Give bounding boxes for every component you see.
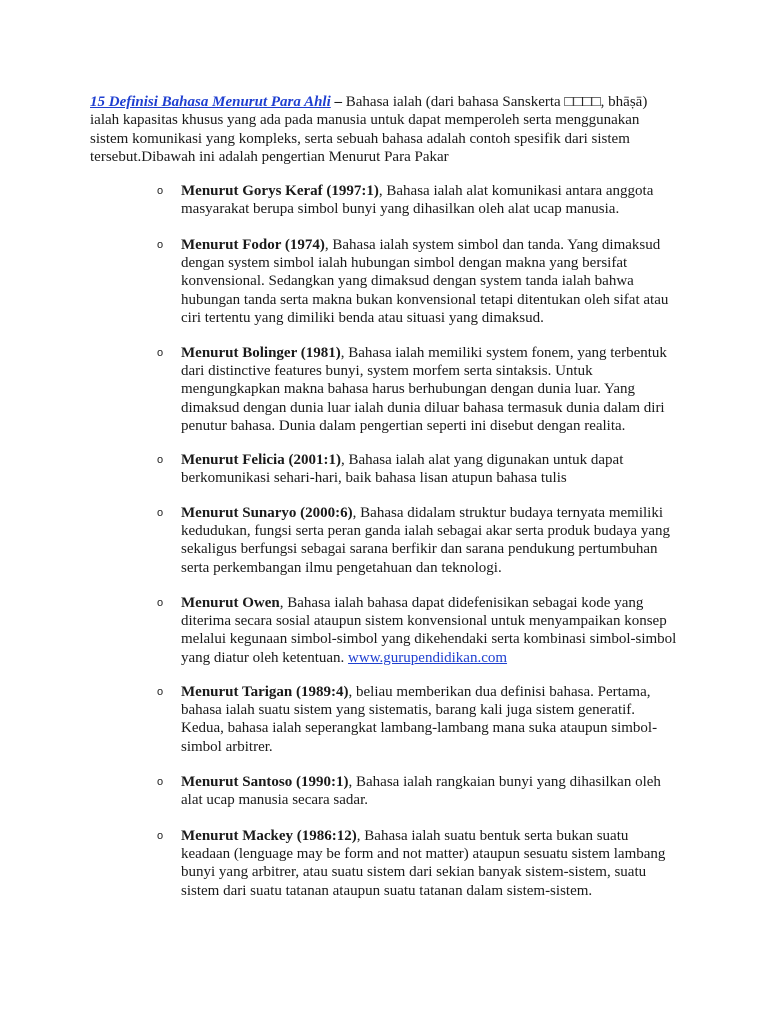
expert-name: Menurut Felicia (2001:1) xyxy=(181,452,341,468)
list-item xyxy=(157,451,681,487)
list-item xyxy=(157,683,681,756)
list-item xyxy=(157,182,681,218)
definition-text: , Bahasa ialah memiliki system fonem, yang terbentuk dari distinctive features bunyi, system morfem serta sintaksis. Untuk mengungkapkan makna bahasa harus berhubungan dengan dunia luar. Yang dimaksud dengan dunia luar ialah dunia diluar bahasa termasuk dunia dalam diri penutur bahasa. Dunia dalam pengertian seperti ini disebut dengan realita. xyxy=(181,345,667,434)
expert-name: Menurut Santoso (1990:1) xyxy=(181,774,349,790)
definition-text: , beliau memberikan dua definisi bahasa. Pertama, bahasa ialah suatu sistem yang sistematis, barang kali juga sistem generatif. Kedua, bahasa ialah seperangkat lambang-lambang mana suka ataupun simbol-simbol arbitrer. xyxy=(181,684,658,755)
bullet-icon: o xyxy=(157,597,164,609)
intro-text: Bahasa ialah (dari bahasa Sanskerta □□□□, bhāṣā) ialah kapasitas khusus yang ada pada manusia untuk dapat memperoleh serta menggunakan sistem komunikasi yang kompleks, serta sebuah bahasa adalah contoh spesifik dari sistem tersebut.Dibawah ini adalah pengertian Menurut Para Pakar xyxy=(90,94,648,166)
list-item xyxy=(157,827,681,900)
bullet-icon: o xyxy=(157,776,164,788)
bullet-icon: o xyxy=(157,347,164,359)
expert-name: Menurut Bolinger (1981) xyxy=(181,345,341,361)
list-item xyxy=(157,594,681,667)
bullet-icon: o xyxy=(157,830,164,842)
title-dash: – xyxy=(330,94,346,110)
article-title-link[interactable]: 15 Definisi Bahasa Menurut Para Ahli xyxy=(90,94,331,110)
bullet-icon: o xyxy=(157,239,164,251)
expert-name: Menurut Gorys Keraf (1997:1) xyxy=(181,183,379,199)
list-item xyxy=(157,504,681,577)
bullet-icon: o xyxy=(157,454,164,466)
bullet-icon: o xyxy=(157,185,164,197)
source-link[interactable]: www.gurupendidikan.com xyxy=(348,649,508,666)
list-item xyxy=(157,773,681,809)
bullet-icon: o xyxy=(157,507,164,519)
definition-text: , Bahasa ialah suatu bentuk serta bukan suatu keadaan (lenguage may be form and not matter) ataupun sesuatu sistem lambang bunyi yang arbitrer, atau suatu sistem dari sekian banyak sistem-sistem, suatu sistem dari suatu tatanan ataupun suatu tatanan dalam sistem-sistem. xyxy=(181,828,666,899)
definition-text: , Bahasa ialah bahasa dapat didefenisikan sebagai kode yang diterima secara sosial ataupun sistem konvensional untuk menyampaikan konsep melalui kegunaan simbol-simbol yang dikehendaki serta kombinasi simbol-simbol yang diatur oleh ketentuan. xyxy=(181,595,677,666)
list-item xyxy=(157,344,681,435)
definition-text: , Bahasa ialah rangkaian bunyi yang dihasilkan oleh alat ucap manusia secara sadar. xyxy=(181,774,661,809)
definition-text: , Bahasa ialah alat komunikasi antara anggota masyarakat berupa simbol bunyi yang dihasilkan oleh alat ucap manusia. xyxy=(181,183,654,218)
definition-text: , Bahasa ialah system simbol dan tanda. Yang dimaksud dengan system simbol ialah hubungan simbol dengan makna yang bersifat konvensional. Sedangkan yang dimaksud dengan system tanda ialah bahwa hubungan tanda serta makna bukan konvensional tetapi ditentukan oleh sifat atau ciri tertentu yang dimiliki benda atau situasi yang dimaksud. xyxy=(181,237,669,326)
definition-text: , Bahasa ialah alat yang digunakan untuk dapat berkomunikasi sehari-hari, baik bahasa lisan atupun bahasa tulis xyxy=(181,452,624,487)
bullet-icon: o xyxy=(157,686,164,698)
expert-name: Menurut Owen xyxy=(181,595,280,611)
definition-text: , Bahasa didalam struktur budaya ternyata memiliki kedudukan, fungsi serta peran ganda ialah sebagai akar serta produk budaya yang sekaligus berfungsi sebagai sarana berfikir dan sarana pendukung pertumbuhan serta perkembangan ilmu pengetahuan dan teknologi. xyxy=(181,505,670,576)
intro-paragraph xyxy=(90,93,680,167)
expert-name: Menurut Tarigan (1989:4) xyxy=(181,684,349,700)
list-item xyxy=(157,236,681,327)
expert-name: Menurut Mackey (1986:12) xyxy=(181,828,357,844)
expert-name: Menurut Sunaryo (2000:6) xyxy=(181,505,353,521)
expert-name: Menurut Fodor (1974) xyxy=(181,237,325,253)
